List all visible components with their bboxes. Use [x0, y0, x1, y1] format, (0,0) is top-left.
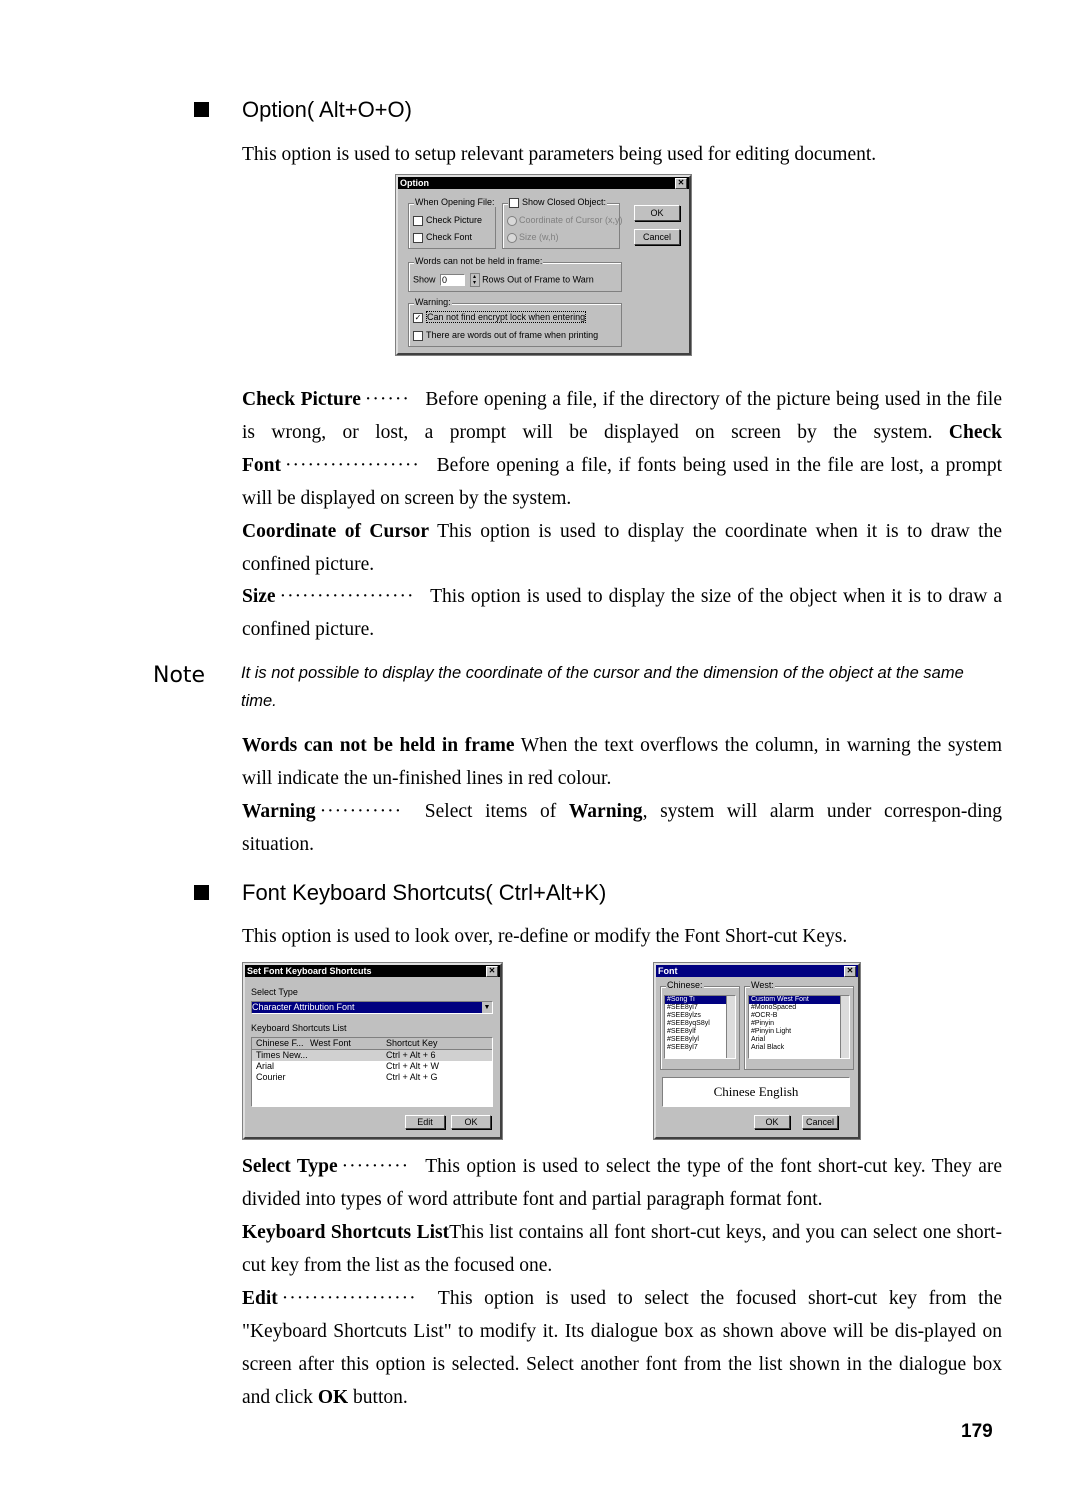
- ok-button[interactable]: OK: [754, 1115, 790, 1129]
- para-check-picture: [242, 383, 1002, 515]
- west-font-list[interactable]: [748, 995, 850, 1059]
- group-show-closed: [502, 197, 623, 249]
- desc-edit-end: button.: [353, 1387, 408, 1408]
- desc-words-frame: When the text overflows the column, in warning the system will indicate the un-finished lines in red colour.: [242, 735, 1002, 789]
- group-warning: [408, 297, 622, 347]
- check-picture-checkbox[interactable]: [413, 215, 482, 226]
- font-dialog-title: Font: [658, 966, 678, 976]
- para-size: [242, 580, 1002, 646]
- leader-dots: ·········: [341, 1156, 410, 1177]
- cancel-button[interactable]: Cancel: [634, 229, 680, 245]
- radio-label: Coordinate of Cursor (x,y): [519, 215, 623, 225]
- list-item[interactable]: #SEE8yl7: [667, 1004, 698, 1011]
- group-title: Chinese:: [667, 980, 703, 990]
- term-check-font: Check Font: [242, 422, 1003, 476]
- term-size: Size: [242, 586, 276, 607]
- table-cell: Arial: [256, 1061, 275, 1071]
- option-intro: This option is used to setup relevant parameters being used for editing document.: [242, 144, 877, 165]
- shortcuts-list-label: Keyboard Shortcuts List: [251, 1023, 347, 1033]
- para-coordinate: [242, 515, 1002, 581]
- term-coordinate: Coordinate of Cursor: [242, 521, 429, 542]
- select-type-label: Select Type: [251, 987, 298, 997]
- group-when-opening: [408, 197, 496, 249]
- term-ok: OK: [317, 1387, 349, 1408]
- font-dialog-titlebar: [656, 965, 858, 977]
- table-cell: Courier: [256, 1072, 286, 1082]
- table-cell: Ctrl + Alt + 6: [386, 1050, 436, 1060]
- list-item[interactable]: Custom West Font: [749, 996, 849, 1004]
- term-words-frame: Words can not be held in frame: [242, 735, 515, 756]
- check-font-checkbox[interactable]: [413, 232, 472, 243]
- rows-label: Rows Out of Frame to Warn: [482, 274, 594, 285]
- desc-shortcuts-list: This list contains all font short-cut keys, and you can select one short-cut key from the list as the focused one.: [242, 1222, 1002, 1276]
- column-header[interactable]: Shortcut Key: [386, 1038, 438, 1048]
- para-warning: [242, 795, 1002, 861]
- option-dialog-title: Option: [400, 178, 429, 188]
- term-select-type: Select Type: [242, 1156, 338, 1177]
- leader-dots: ······: [364, 389, 410, 410]
- group-title: When Opening File:: [415, 197, 495, 207]
- section-bullet: [194, 102, 209, 117]
- shortcuts-list[interactable]: [251, 1037, 493, 1107]
- term-warning: Warning: [242, 801, 316, 822]
- select-type-dropdown[interactable]: [251, 1001, 493, 1014]
- show-label: Show: [413, 274, 436, 285]
- page-number: 179: [961, 1421, 993, 1442]
- para-edit: [242, 1282, 1002, 1414]
- ok-button[interactable]: OK: [634, 205, 680, 221]
- size-radio[interactable]: [507, 232, 559, 243]
- warn-print-checkbox[interactable]: [413, 330, 598, 341]
- checkbox-label: Check Font: [426, 232, 473, 242]
- list-item[interactable]: #SEE8yqS8yl: [667, 1020, 710, 1027]
- group-words-frame: [408, 256, 622, 292]
- scrollbar[interactable]: [840, 996, 849, 1058]
- list-item[interactable]: #SEE8ylzs: [667, 1012, 701, 1019]
- section-heading-font-shortcuts: Font Keyboard Shortcuts( Ctrl+Alt+K): [242, 880, 607, 905]
- term-warning-inline: Warning: [568, 801, 643, 822]
- list-item[interactable]: #Song Ti: [665, 996, 735, 1004]
- font-shortcuts-intro: This option is used to look over, re-define or modify the Font Short-cut Keys.: [242, 926, 848, 947]
- table-cell: Ctrl + Alt + W: [386, 1061, 440, 1071]
- table-cell: Ctrl + Alt + G: [386, 1072, 438, 1082]
- para-shortcuts-list: [242, 1216, 1002, 1282]
- note-text: It is not possible to display the coordinate of the cursor and the dimension of the object at the same time.: [241, 664, 964, 710]
- shortcut-dialog-titlebar: [245, 965, 500, 977]
- leader-dots: ··················: [285, 455, 420, 476]
- section-heading-option: Option( Alt+O+O): [242, 97, 412, 122]
- list-header: [252, 1038, 492, 1050]
- desc-edit: This option is used to select the focused short-cut key from the "Keyboard Shortcuts List" to modify it. Its dialogue box as shown above will be dis-played on screen after this option is selected. Select another font from the list shown in the dialogue box and click: [242, 1288, 1002, 1408]
- select-type-value: Character Attribution Font: [252, 1002, 355, 1012]
- desc-coordinate: This option is used to display the coordinate when it is to draw the confined picture.: [242, 521, 1002, 575]
- section-bullet: [194, 885, 209, 900]
- term-edit: Edit: [242, 1288, 278, 1309]
- close-icon[interactable]: ✕: [675, 178, 687, 189]
- group-title: West:: [751, 980, 774, 990]
- option-dialog: [396, 175, 691, 355]
- para-words-frame: [242, 729, 1002, 795]
- leader-dots: ···········: [319, 801, 403, 822]
- checkbox-label: Check Picture: [426, 215, 483, 225]
- desc-size: This option is used to display the size of the object when it is to draw a confined picture.: [242, 586, 1002, 640]
- shortcut-dialog-title: Set Font Keyboard Shortcuts: [247, 966, 372, 976]
- group-title: Warning:: [415, 297, 451, 307]
- coord-radio[interactable]: [507, 215, 623, 226]
- list-item[interactable]: #Pinyin Light: [751, 1028, 792, 1035]
- column-header[interactable]: West Font: [310, 1038, 351, 1048]
- list-item[interactable]: #SEE8yl7: [667, 1044, 698, 1051]
- term-check-picture: Check Picture: [242, 389, 361, 410]
- font-dialog: [654, 963, 860, 1139]
- desc-warning-2: , system will alarm under correspon-ding situation.: [242, 801, 1003, 855]
- show-closed-checkbox[interactable]: [508, 197, 607, 208]
- close-icon[interactable]: ✕: [486, 966, 498, 977]
- table-row[interactable]: [252, 1050, 492, 1061]
- font-preview: Chinese English: [662, 1077, 850, 1107]
- desc-select-type: This option is used to select the type of the font short-cut key. They are divided into types of word attribute font and partial paragraph format font.: [242, 1156, 1003, 1210]
- table-cell: Times New...: [256, 1050, 308, 1060]
- table-row[interactable]: [252, 1072, 492, 1083]
- checkbox-label: There are words out of frame when printing: [426, 330, 599, 340]
- ok-button[interactable]: OK: [451, 1115, 491, 1129]
- group-chinese: [660, 980, 740, 1070]
- desc-check-picture: Before opening a file, if the directory of the picture being used in the file is wrong, or lost, a prompt will be displayed on screen by the system.: [242, 389, 1002, 443]
- list-item[interactable]: #SEE8ylf: [667, 1028, 696, 1035]
- warn-encrypt-checkbox[interactable]: ✓ Can not find encrypt lock when entering: [414, 312, 586, 322]
- list-item[interactable]: #OCR-B: [751, 1012, 778, 1019]
- edit-button[interactable]: Edit: [405, 1115, 445, 1129]
- list-item[interactable]: #Pinyin: [751, 1020, 774, 1027]
- chinese-font-list[interactable]: [664, 995, 736, 1059]
- cancel-button[interactable]: Cancel: [802, 1115, 838, 1129]
- term-shortcuts-list: Keyboard Shortcuts List: [242, 1222, 450, 1243]
- close-icon[interactable]: ✕: [844, 966, 856, 977]
- leader-dots: ··················: [279, 586, 415, 607]
- list-item[interactable]: #SEE8ylyl: [667, 1036, 699, 1043]
- column-header[interactable]: Chinese F...: [256, 1038, 304, 1048]
- scrollbar[interactable]: [726, 996, 735, 1058]
- spin-arrows-icon[interactable]: ▴ ▾: [470, 273, 480, 287]
- leader-dots: ··················: [281, 1288, 417, 1309]
- list-item[interactable]: Arial Black: [751, 1044, 785, 1051]
- chevron-down-icon[interactable]: ▼: [483, 1004, 491, 1011]
- shortcut-dialog: [243, 963, 502, 1139]
- desc-warning-1: Select items of: [424, 801, 557, 822]
- checkbox-label: Show Closed Object:: [522, 197, 607, 207]
- note-label: Note: [153, 663, 206, 688]
- checkbox-label: Can not find encrypt lock when entering: [427, 312, 586, 322]
- radio-label: Size (w,h): [519, 232, 559, 242]
- desc-check-font: Before opening a file, if fonts being used in the file are lost, a prompt will be displayed on screen by the system.: [242, 455, 1003, 509]
- group-west: [744, 980, 854, 1070]
- list-item[interactable]: #MonoSpaced: [751, 1004, 797, 1011]
- rows-spinbox[interactable]: 0: [440, 274, 465, 286]
- table-row[interactable]: [252, 1061, 492, 1072]
- option-dialog-titlebar: [398, 177, 689, 189]
- para-select-type: [242, 1150, 1002, 1216]
- group-title: Words can not be held in frame:: [415, 256, 543, 266]
- list-item[interactable]: Arial: [751, 1036, 766, 1043]
